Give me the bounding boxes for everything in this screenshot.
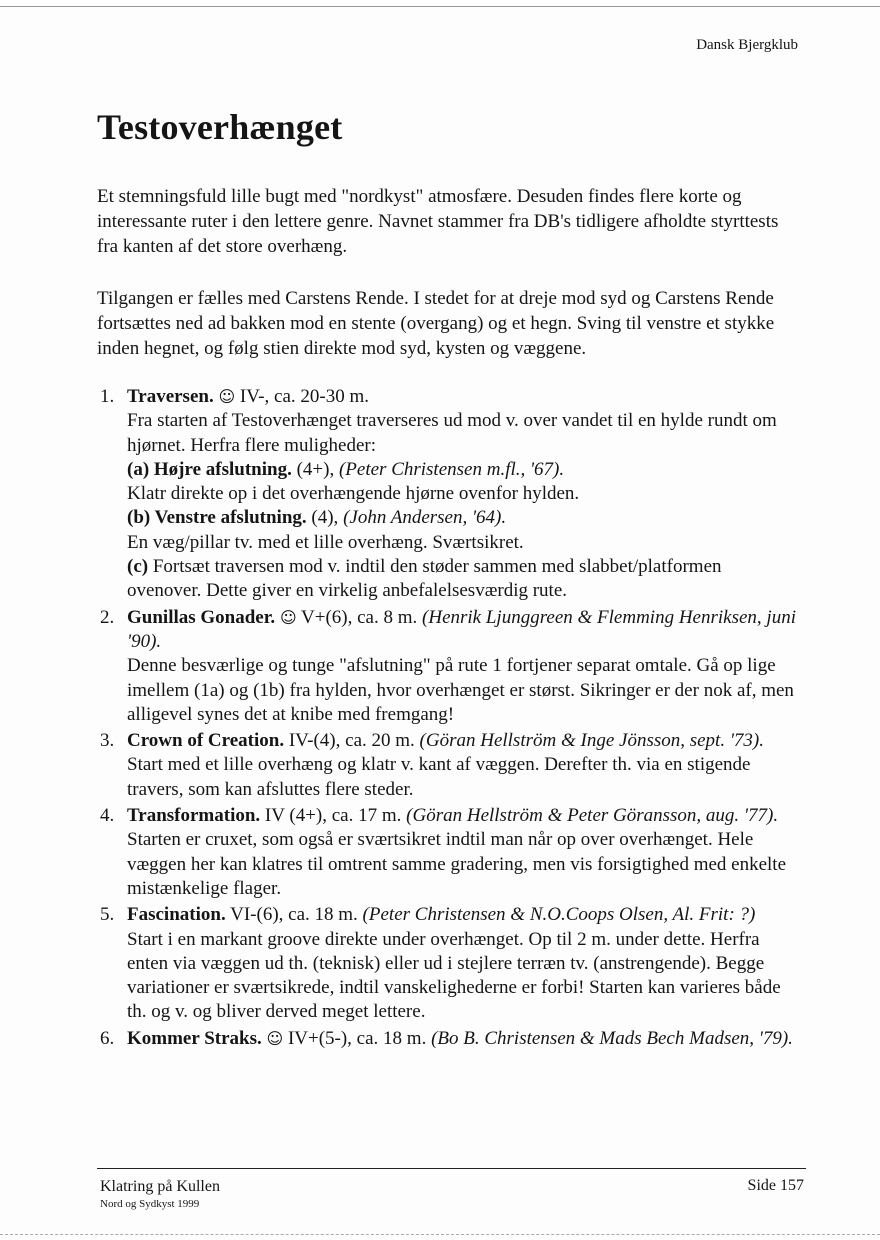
footer-rule xyxy=(97,1168,806,1169)
route-name: Gunillas Gonader. xyxy=(127,606,276,628)
route-grade: IV-(4), ca. 20 m. xyxy=(284,730,420,752)
route-number: 6. xyxy=(100,1027,115,1049)
route-name: Traversen. xyxy=(127,386,214,407)
top-rule xyxy=(0,6,880,7)
route-number: 4. xyxy=(100,805,115,827)
route-heading xyxy=(127,804,797,828)
route-credit: (Peter Christensen & N.O.Coops Olsen, Al. Frit: ?) xyxy=(362,904,756,926)
intro-paragraph: Et stemningsfuld lille bugt med "nordkyst" atmosfære. Desuden findes flere korte og interessante ruter i den lettere genre. Navnet stammer fra DB's tidligere afholdte styrttests fra kanten af det store overhæng. xyxy=(97,186,779,257)
variant-grade: Fortsæt traversen mod v. indtil den støder sammen med slabbet/platformen ovenover. Dette giver en virkelig anbefalelsesværdig rute. xyxy=(127,556,722,602)
route-name: Fascination. xyxy=(127,904,226,926)
route-description: Start i en markant groove direkte under overhænget. Op til 2 m. under dette. Herfra enten via væggen ud th. (teknisk) eller ud i stejlere terræn tv. (anstrengende). Begge variationer er sværtsikrede, indtil vanskelighederne er forbi! Starten kan varieres både th. og v. og bliver derved meget lettere. xyxy=(127,928,781,1023)
smiley-icon: ☺ xyxy=(218,387,236,406)
variant-label: (c) xyxy=(127,556,149,578)
route-variant xyxy=(127,555,797,604)
route-number: 3. xyxy=(100,730,115,752)
route-credit: (Bo B. Christensen & Mads Bech Madsen, '79). xyxy=(431,1027,793,1049)
route-grade: V+(6), ca. 8 m. xyxy=(296,606,423,628)
route-grade: IV-, ca. 20-30 m. xyxy=(235,386,370,407)
page-number: Side 157 xyxy=(747,1177,804,1194)
page-edge xyxy=(0,1234,880,1235)
route-item xyxy=(97,385,797,604)
smiley-icon: ☺ xyxy=(279,607,297,627)
route-heading xyxy=(127,903,797,927)
route-credit: (Henrik Ljunggreen & Flemming Henriksen, juni '90). xyxy=(127,606,796,652)
page-title: Testoverhænget xyxy=(97,107,343,147)
route-name: Transformation. xyxy=(127,805,261,827)
variant-credit: (John Andersen, '64). xyxy=(343,507,507,529)
route-item xyxy=(97,1027,797,1051)
variant-label: (b) Venstre afslutning. xyxy=(127,507,307,529)
variant-description: Klatr direkte op i det overhængende hjørne ovenfor hylden. xyxy=(127,483,580,505)
route-variant xyxy=(127,506,797,555)
route-description: Start med et lille overhæng og klatr v. kant af væggen. Derefter th. via en stigende travers, som kan afsluttes flere steder. xyxy=(127,754,751,800)
route-heading xyxy=(127,606,797,655)
approach-paragraph: Tilgangen er fælles med Carstens Rende. I stedet for at dreje mod syd og Carstens Rende fortsættes ned ad bakken mod en stente (overgang) og et hegn. Sving til venstre et stykke inden hegnet, og følg stien direkte mod syd, kysten og væggene. xyxy=(97,288,775,359)
route-number: 1. xyxy=(100,386,115,407)
route-item xyxy=(97,903,797,1024)
route-description: Starten er cruxet, som også er sværtsikret indtil man når op over overhænget. Hele væggen her kan klatres til omtrent samme gradering, men vis forsigtighed med enkelte mistænkelige flager. xyxy=(127,829,787,899)
book-title: Klatring på Kullen xyxy=(100,1178,220,1195)
route-credit: (Göran Hellström & Peter Göransson, aug. '77). xyxy=(406,805,779,827)
route-number: 5. xyxy=(100,904,115,926)
route-grade: IV (4+), ca. 17 m. xyxy=(260,805,407,827)
variant-grade: (4+), xyxy=(291,458,339,480)
route-grade: IV+(5-), ca. 18 m. xyxy=(283,1027,432,1049)
book-edition: Nord og Sydkyst 1999 xyxy=(100,1198,200,1210)
variant-credit: (Peter Christensen m.fl., '67). xyxy=(338,458,565,480)
smiley-icon: ☺ xyxy=(266,1028,284,1048)
route-heading xyxy=(127,1027,797,1051)
route-heading xyxy=(127,729,797,753)
route-name: Crown of Creation. xyxy=(127,730,285,752)
route-grade: VI-(6), ca. 18 m. xyxy=(225,904,363,926)
route-item xyxy=(97,729,797,802)
variant-grade: (4), xyxy=(306,507,344,529)
route-description: Denne besværlige og tunge "afslutning" på rute 1 fortjener separat omtale. Gå op lige imellem (1a) og (1b) fra hylden, hvor overhænget er størst. Sikringer er der nok af, men alligevel synes det at knibe med fremgang! xyxy=(127,655,794,725)
route-description: Fra starten af Testoverhænget traverseres ud mod v. over vandet til en hylde rundt om hjørnet. Herfra flere muligheder: xyxy=(127,410,777,456)
running-header: Dansk Bjergklub xyxy=(696,37,798,53)
route-credit: (Göran Hellström & Inge Jönsson, sept. '73). xyxy=(419,730,764,752)
route-item xyxy=(97,606,797,727)
route-variant xyxy=(127,458,797,507)
route-item xyxy=(97,804,797,901)
route-heading xyxy=(127,385,797,409)
route-name: Kommer Straks. xyxy=(127,1027,262,1049)
route-number: 2. xyxy=(100,606,115,628)
route-list xyxy=(97,385,797,1051)
variant-description: En væg/pillar tv. med et lille overhæng. Sværtsikret. xyxy=(127,531,524,553)
footer-book xyxy=(100,1177,220,1211)
variant-label: (a) Højre afslutning. xyxy=(127,458,292,480)
